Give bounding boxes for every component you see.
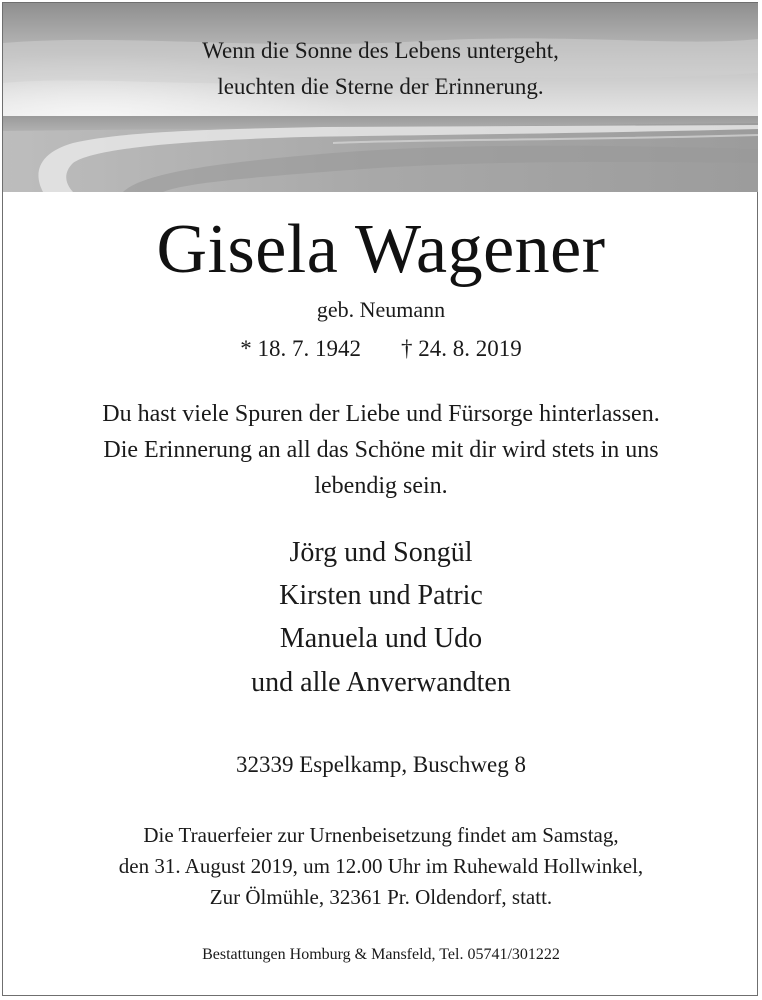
beach-photo-header bbox=[3, 3, 758, 192]
quote-line-1: Du hast viele Spuren der Liebe und Fürsorge hinterlassen. bbox=[102, 401, 660, 427]
service-line-1: Die Trauerfeier zur Urnenbeisetzung findet am Samstag, bbox=[143, 823, 619, 847]
mourner-line: Kirsten und Patric bbox=[279, 580, 483, 611]
mourner-line: Jörg und Songül bbox=[289, 537, 473, 568]
undertaker-info: Bestattungen Homburg & Mansfeld, Tel. 05741/301222 bbox=[202, 946, 560, 963]
mourner-address: 32339 Espelkamp, Buschweg 8 bbox=[235, 752, 526, 777]
quote-line-3: lebendig sein. bbox=[314, 473, 448, 499]
quote-line-2: Die Erinnerung an all das Schöne mit dir wird stets in uns bbox=[103, 437, 659, 463]
service-line-3: Zur Ölmühle, 32361 Pr. Oldendorf, statt. bbox=[209, 885, 553, 909]
deceased-name: Gisela Wagener bbox=[156, 211, 606, 288]
mourner-line: Manuela und Udo bbox=[279, 623, 483, 654]
mourner-line: und alle Anverwandten bbox=[251, 667, 511, 698]
service-line-2: den 31. August 2019, um 12.00 Uhr im Ruhewald Hollwinkel, bbox=[118, 854, 644, 878]
birth-date: * 18. 7. 1942 bbox=[240, 336, 361, 361]
birth-name: geb. Neumann bbox=[316, 297, 446, 322]
motto-line-1: Wenn die Sonne des Lebens untergeht, bbox=[202, 38, 559, 63]
death-date: † 24. 8. 2019 bbox=[401, 336, 522, 361]
life-dates bbox=[0, 334, 762, 364]
motto-line-2: leuchten die Sterne der Erinnerung. bbox=[217, 74, 544, 99]
